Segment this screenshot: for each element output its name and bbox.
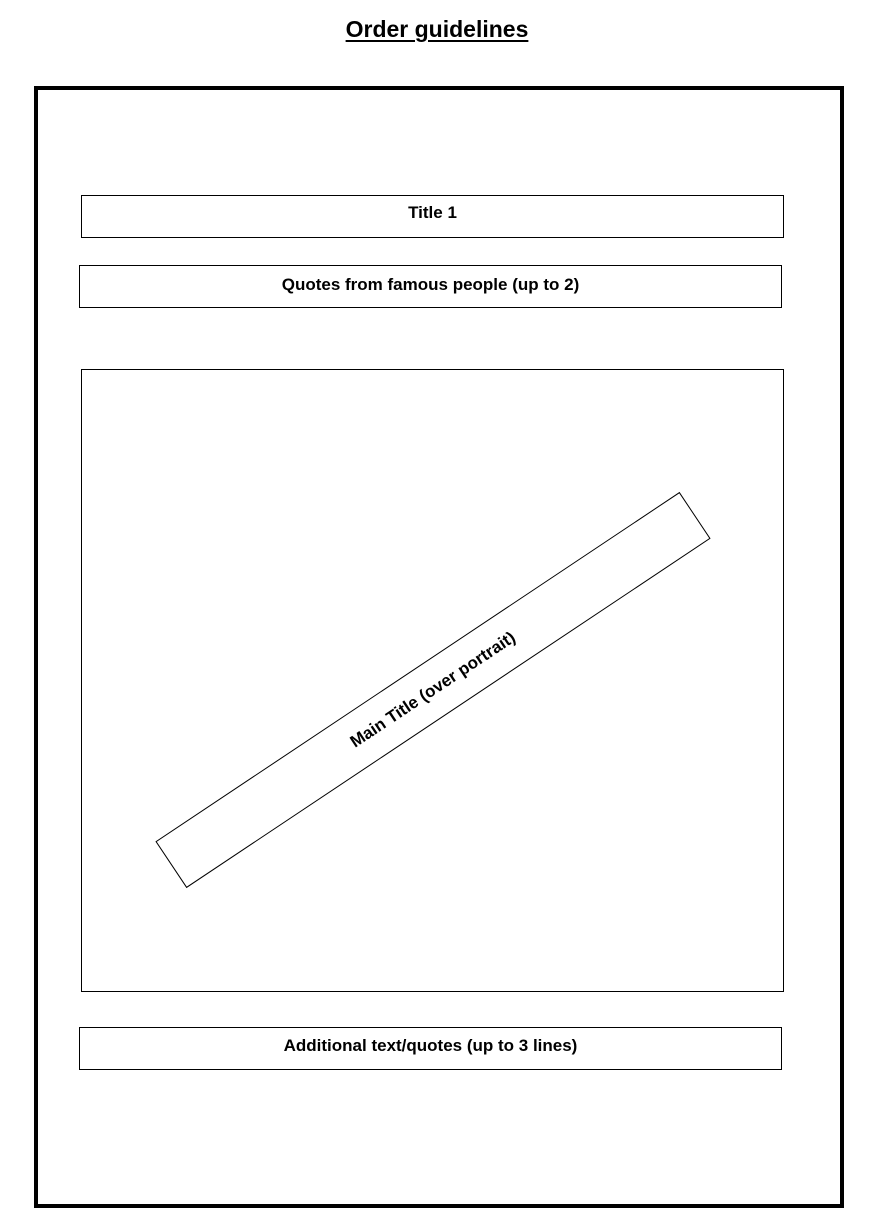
- page-title: Order guidelines: [345, 16, 529, 42]
- title1-box: [81, 195, 784, 238]
- additional-text-label: Additional text/quotes (up to 3 lines): [283, 1036, 578, 1055]
- main-title-label: Main Title (over portrait): [346, 627, 519, 752]
- additional-text-box: [79, 1027, 782, 1070]
- quotes-box: [79, 265, 782, 308]
- title1-label: Title 1: [408, 203, 457, 222]
- quotes-label: Quotes from famous people (up to 2): [281, 275, 580, 294]
